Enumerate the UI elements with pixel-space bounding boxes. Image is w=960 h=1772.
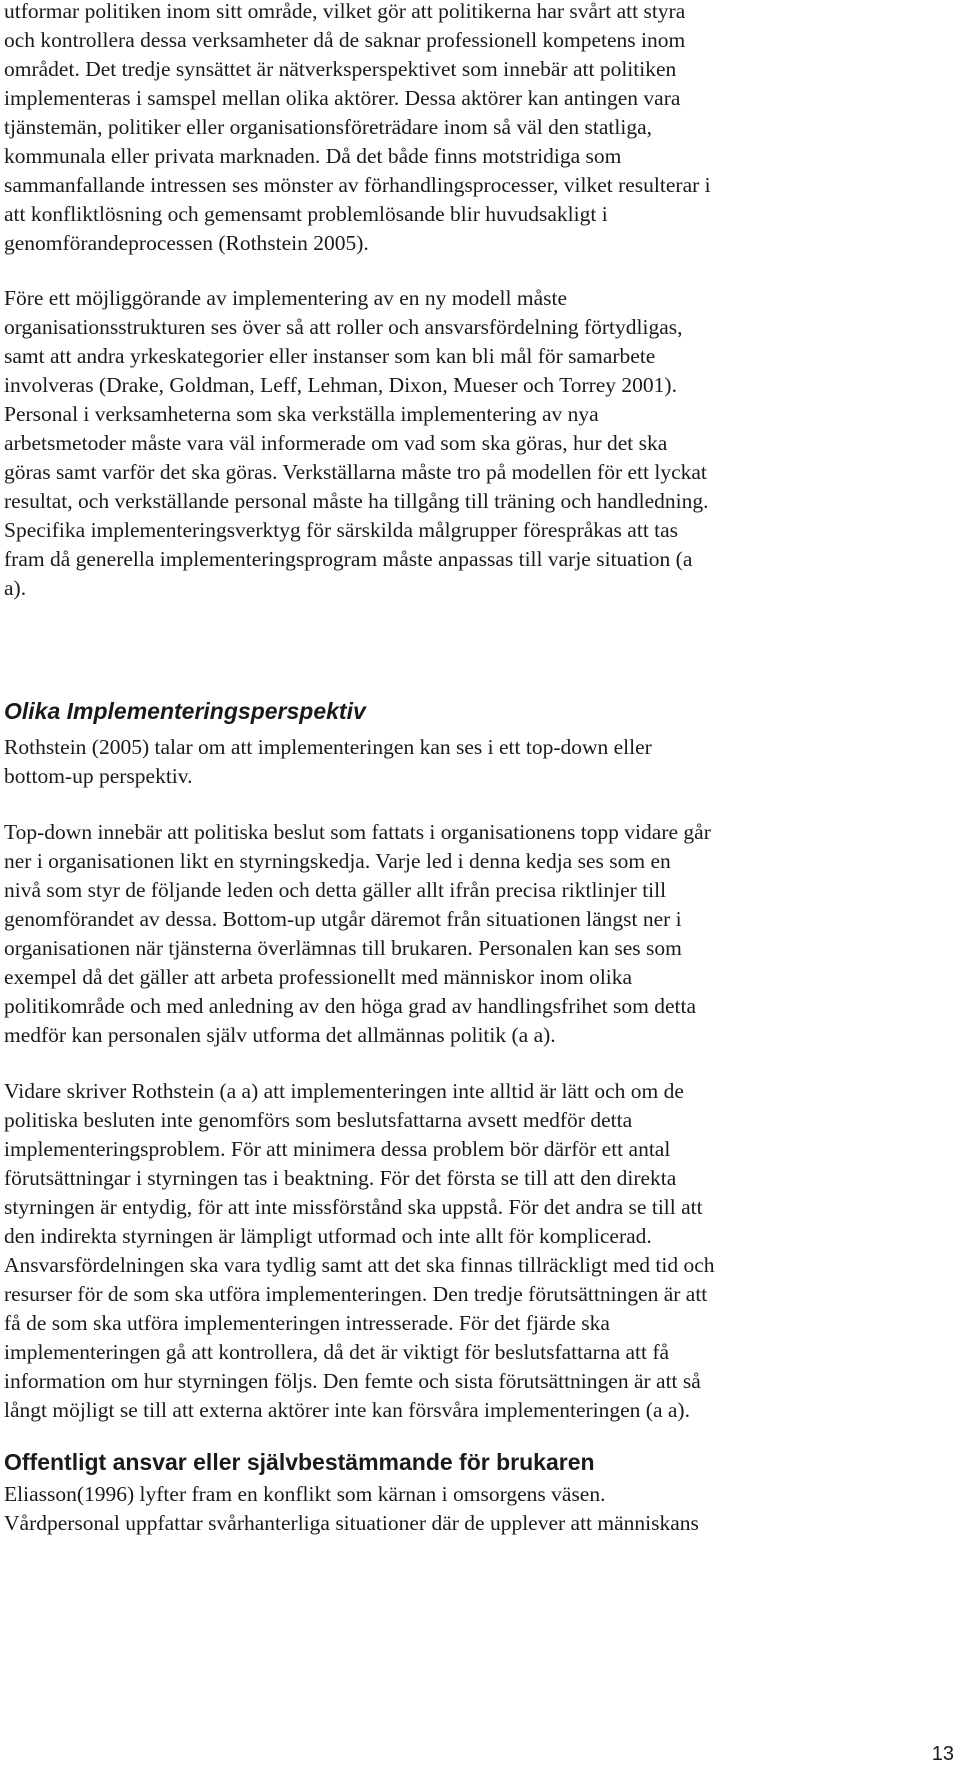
- heading-public-responsibility: Offentligt ansvar eller självbestämmande för brukaren: [4, 1449, 595, 1475]
- page-number: 13: [931, 1743, 954, 1765]
- paragraph-implementation-problems: Vidare skriver Rothstein (a a) att implementeringen inte alltid är lätt och om de politiska besluten inte genomförs som beslutsfattarna avsett medför detta implementeringsproblem. För att minimera dessa problem bör därför ett antal förutsättningar i styrningen tas i beaktning. För det första se till att den direkta styrningen är entydig, för att inte missförstånd ska uppstå. För det andra se till att den indirekta styrningen är lämpligt utformad och inte allt för komplicerad. Ansvarsfördelningen ska vara tydlig samt att det ska finnas tillräckligt med tid och resurser för de som ska utföra implementeringen. Den tredje förutsättningen är att få de som ska utföra implementeringen intresserade. För det fjärde ska implementeringen gå att kontrollera, då det är viktigt för beslutsfattarna att få information om hur styrningen följs. Den femte och sista förutsättningen är att så långt möjligt se till att externa aktörer inte kan försvåra implementeringen (a a).: [4, 1079, 715, 1422]
- paragraph-rothstein-intro: Rothstein (2005) talar om att implementeringen kan ses i ett top-down eller bottom-up perspektiv.: [4, 735, 652, 788]
- heading-implementation-perspectives: Olika Implementeringsperspektiv: [4, 698, 366, 724]
- paragraph-top-down-bottom-up: Top-down innebär att politiska beslut som fattats i organisationens topp vidare går ner i organisationen likt en styrningskedja. Varje led i denna kedja ses som en nivå som styr de följande leden och detta gäller allt ifrån precisa riktlinjer till genomförandet av dessa. Bottom-up utgår däremot från situationen längst ner i organisationen när tjänsterna överlämnas till brukaren. Personalen kan ses som exempel då det gäller att arbeta professionellt med människor inom olika politikområde och med anledning av den höga grad av handlingsfrihet som detta medför kan personalen själv utforma det allmännas politik (a a).: [4, 820, 711, 1047]
- paragraph-eliasson: Eliasson(1996) lyfter fram en konflikt som kärnan i omsorgens väsen. Vårdpersonal uppfattar svårhanterliga situationer där de upplever att människans: [4, 1482, 699, 1535]
- paragraph-network-perspective: utformar politiken inom sitt område, vilket gör att politikerna har svårt att styra och kontrollera dessa verksamheter då de saknar professionell kompetens inom området. Det tredje synsättet är nätverksperspektivet som innebär att politiken implementeras i samspel mellan olika aktörer. Dessa aktörer kan antingen vara tjänstemän, politiker eller organisationsföreträdare inom så väl den statliga, kommunala eller privata marknaden. Då det både finns motstridiga som sammanfallande intressen ses mönster av förhandlingsprocesser, vilket resulterar i att konfliktlösning och gemensamt problemlösande blir huvudsakligt i genomförandeprocessen (Rothstein 2005).: [4, 0, 711, 255]
- document-body: [4, 0, 952, 1538]
- paragraph-implementation-prerequisites: Före ett möjliggörande av implementering av en ny modell måste organisationsstrukturen ses över så att roller och ansvarsfördelning förtydligas, samt att andra yrkeskategorier eller instanser som kan bli mål för samarbete involveras (Drake, Goldman, Leff, Lehman, Dixon, Mueser och Torrey 2001). Personal i verksamheterna som ska verkställa implementering av nya arbetsmetoder måste vara väl informerade om vad som ska göras, hur det ska göras samt varför det ska göras. Verkställarna måste tro på modellen för ett lyckat resultat, och verkställande personal måste ha tillgång till träning och handledning. Specifika implementeringsverktyg för särskilda målgrupper förespråkas att tas fram då generella implementeringsprogram måste anpassas till varje situation (a a).: [4, 286, 709, 600]
